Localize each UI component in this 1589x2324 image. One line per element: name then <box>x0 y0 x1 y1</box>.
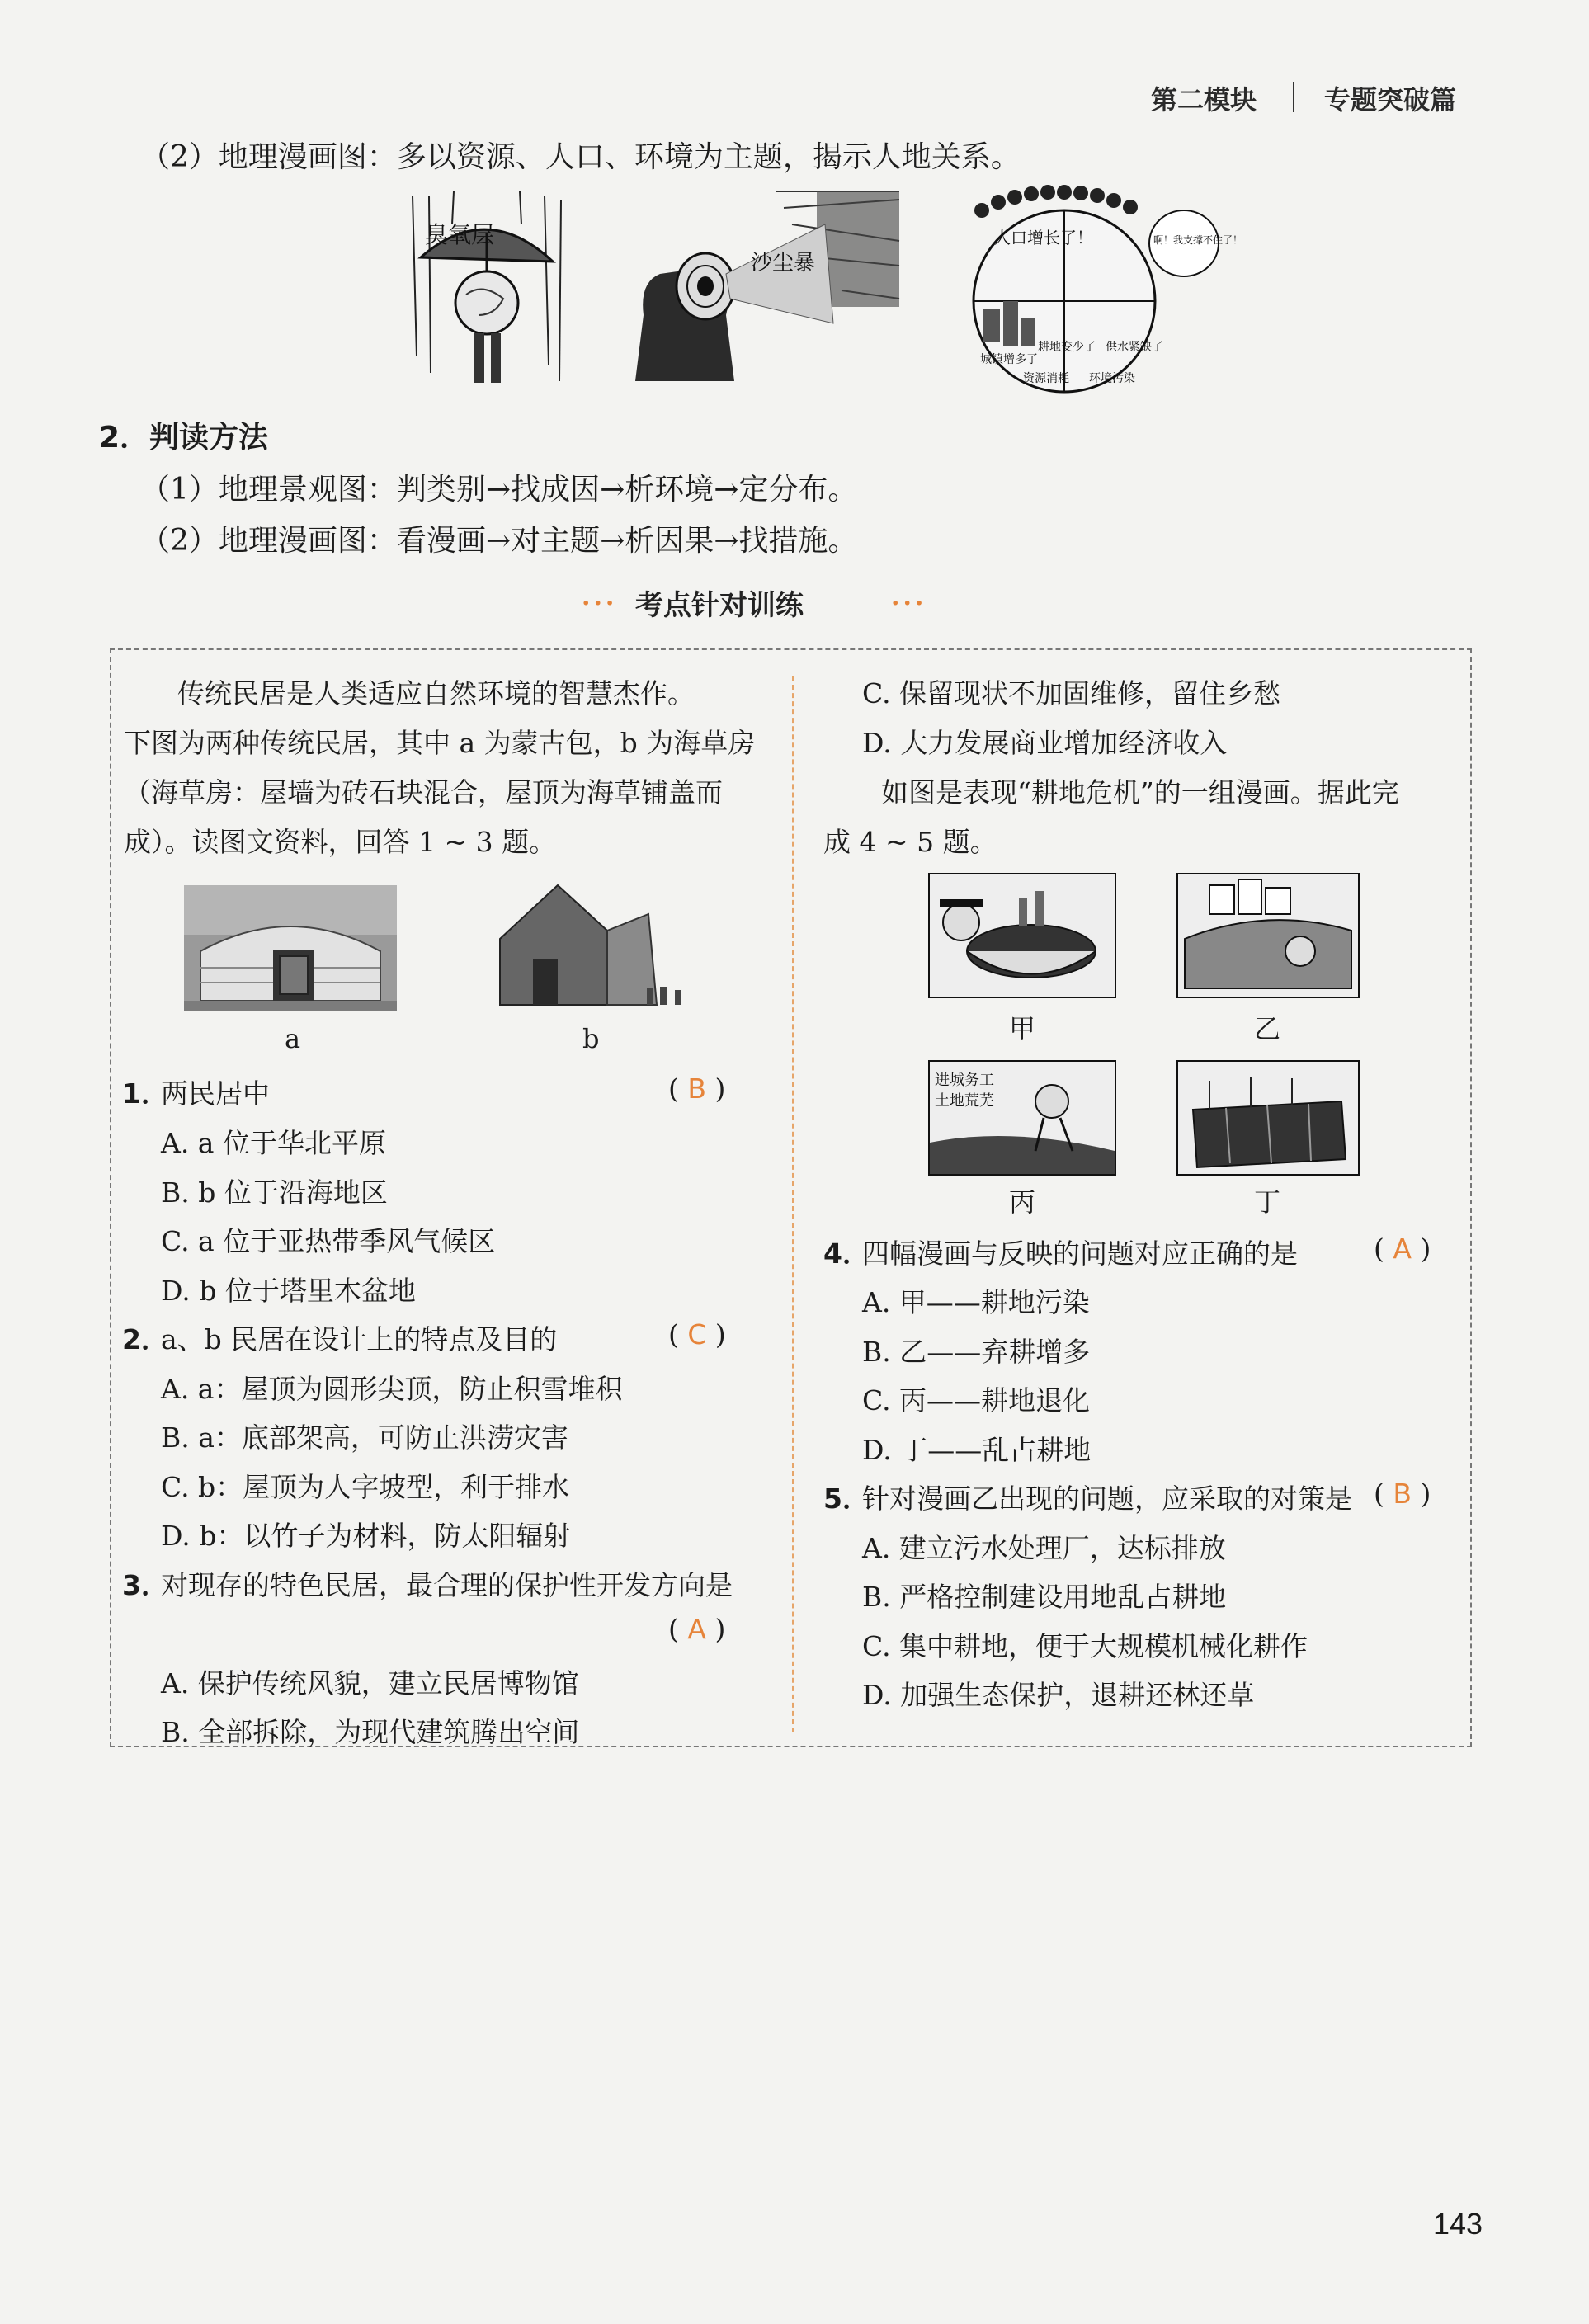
cartoon-label-jia: 甲 <box>1009 1013 1036 1044</box>
q4-stem: 四幅漫画与反映的问题对应正确的是 <box>862 1237 1298 1270</box>
pollution-label: 环境污染 <box>1089 372 1135 385</box>
q3-option-b: B. 全部拆除，为现代建筑腾出空间 <box>161 1716 580 1748</box>
q1-option-d: D. b 位于塔里木盆地 <box>161 1275 416 1307</box>
q1-answer: B <box>687 1072 707 1105</box>
water-label: 供水紧缺了 <box>1106 341 1163 354</box>
q4-number: 4． <box>823 1237 870 1270</box>
q4-option-a: A. 甲——耕地污染 <box>862 1286 1090 1318</box>
cartoon-label-bing: 丙 <box>1009 1186 1036 1218</box>
q4-answer-bracket: ( A ) <box>1374 1233 1431 1265</box>
q5-option-b: B. 严格控制建设用地乱占耕地 <box>862 1581 1227 1613</box>
title-dots-right: ··· <box>891 589 927 618</box>
q5-stem: 针对漫画乙出现的问题，应采取的对策是 <box>862 1483 1352 1515</box>
q1-number: 1． <box>122 1077 168 1110</box>
q2-option-d: D. b：以竹子为材料，防太阳辐射 <box>161 1520 571 1552</box>
method-line-2: （2）地理漫画图：看漫画→对主题→析因果→找措施。 <box>140 524 858 558</box>
support-speech: 啊！我支撑不住了！ <box>1153 234 1243 246</box>
q3-answer: A <box>687 1613 706 1645</box>
sandstorm-label: 沙尘暴 <box>751 251 816 276</box>
title-dots-left: ··· <box>582 589 618 618</box>
q2-answer-bracket: ( C ) <box>668 1318 726 1351</box>
q4-option-b: B. 乙——弃耕增多 <box>862 1336 1091 1368</box>
q4-option-d: D. 丁——乱占耕地 <box>862 1434 1092 1466</box>
page-number: 143 <box>1433 2207 1483 2241</box>
q5-number: 5． <box>823 1483 870 1515</box>
image-a-label: a <box>285 1023 301 1054</box>
training-title: 考点针对训练 <box>635 589 804 622</box>
q2-option-b: B. a：底部架高，可防止洪涝灾害 <box>161 1421 568 1454</box>
cartoon-ding-image <box>1176 1060 1360 1176</box>
q1-answer-bracket: ( B ) <box>668 1072 726 1105</box>
method-heading: 2．判读方法 <box>99 421 269 455</box>
left-intro-line-4: 成）。读图文资料，回答 1 ~ 3 题。 <box>124 826 557 858</box>
ozone-label: 臭氧层 <box>425 221 495 248</box>
population-label: 人口增长了！ <box>994 228 1093 247</box>
q3-option-a: A. 保护传统风貌，建立民居博物馆 <box>161 1667 579 1699</box>
cartoon-description: （2）地理漫画图：多以资源、人口、环境为主题，揭示人地关系。 <box>140 140 1021 174</box>
ozone-cartoon-image <box>404 191 569 394</box>
q1-option-c: C. a 位于亚热带季风气候区 <box>161 1225 496 1257</box>
header-divider <box>1293 82 1294 112</box>
q2-number: 2． <box>122 1323 168 1355</box>
yurt-image <box>184 885 397 1011</box>
cartoon-label-yi: 乙 <box>1254 1013 1281 1044</box>
q1-option-b: B. b 位于沿海地区 <box>161 1176 388 1209</box>
image-b-label: b <box>582 1023 600 1054</box>
right-intro-line-2: 成 4 ~ 5 题。 <box>823 826 997 858</box>
q2-stem: a、b 民居在设计上的特点及目的 <box>161 1323 558 1355</box>
left-intro-line-2: 下图为两种传统民居，其中 a 为蒙古包，b 为海草房 <box>124 727 756 759</box>
seaweed-house-image <box>483 881 696 1011</box>
q5-answer-bracket: ( B ) <box>1374 1478 1431 1510</box>
sandstorm-cartoon-image <box>627 191 899 381</box>
q3-option-d: D. 大力发展商业增加经济收入 <box>862 727 1228 759</box>
cartoon-label-ding: 丁 <box>1254 1186 1281 1218</box>
q3-option-c: C. 保留现状不加固维修，留住乡愁 <box>862 677 1281 709</box>
q5-option-d: D. 加强生态保护，退耕还林还草 <box>862 1679 1255 1711</box>
resource-label: 资源消耗 <box>1023 372 1069 385</box>
column-divider <box>792 676 794 1732</box>
bing-text-1: 进城务工 <box>935 1072 994 1089</box>
q3-answer-bracket: ( A ) <box>668 1613 726 1645</box>
method-line-1: （1）地理景观图：判类别→找成因→析环境→定分布。 <box>140 473 858 507</box>
q4-option-c: C. 丙——耕地退化 <box>862 1384 1091 1417</box>
q3-number: 3． <box>122 1569 168 1601</box>
header-module: 第二模块 <box>1151 84 1257 115</box>
q3-stem: 对现存的特色民居，最合理的保护性开发方向是 <box>161 1569 733 1601</box>
cartoon-bing-image <box>928 1060 1116 1176</box>
q4-answer: A <box>1393 1233 1412 1265</box>
cartoon-jia-image <box>928 873 1116 998</box>
population-cartoon-image <box>949 186 1243 400</box>
q5-option-c: C. 集中耕地，便于大规模机械化耕作 <box>862 1630 1308 1662</box>
left-intro-line-1: 传统民居是人类适应自然环境的智慧杰作。 <box>177 677 695 709</box>
left-intro-line-3: （海草房：屋墙为砖石块混合，屋顶为海草铺盖而 <box>124 776 723 808</box>
farmland-label: 耕地变少了 <box>1038 341 1096 354</box>
q2-option-c: C. b：屋顶为人字坡型，利于排水 <box>161 1471 570 1503</box>
town-label: 城镇增多了 <box>980 353 1038 366</box>
q2-answer: C <box>687 1318 707 1351</box>
header-section: 专题突破篇 <box>1324 84 1457 115</box>
q5-answer: B <box>1393 1478 1412 1510</box>
right-intro-line-1: 如图是表现“耕地危机”的一组漫画。据此完 <box>881 776 1399 808</box>
bing-text-2: 土地荒芜 <box>935 1092 994 1110</box>
q1-option-a: A. a 位于华北平原 <box>161 1127 386 1159</box>
q1-stem: 两民居中 <box>161 1077 270 1110</box>
q2-option-a: A. a：屋顶为圆形尖顶，防止积雪堆积 <box>161 1373 623 1405</box>
cartoon-yi-image <box>1176 873 1360 998</box>
q5-option-a: A. 建立污水处理厂，达标排放 <box>862 1532 1226 1564</box>
